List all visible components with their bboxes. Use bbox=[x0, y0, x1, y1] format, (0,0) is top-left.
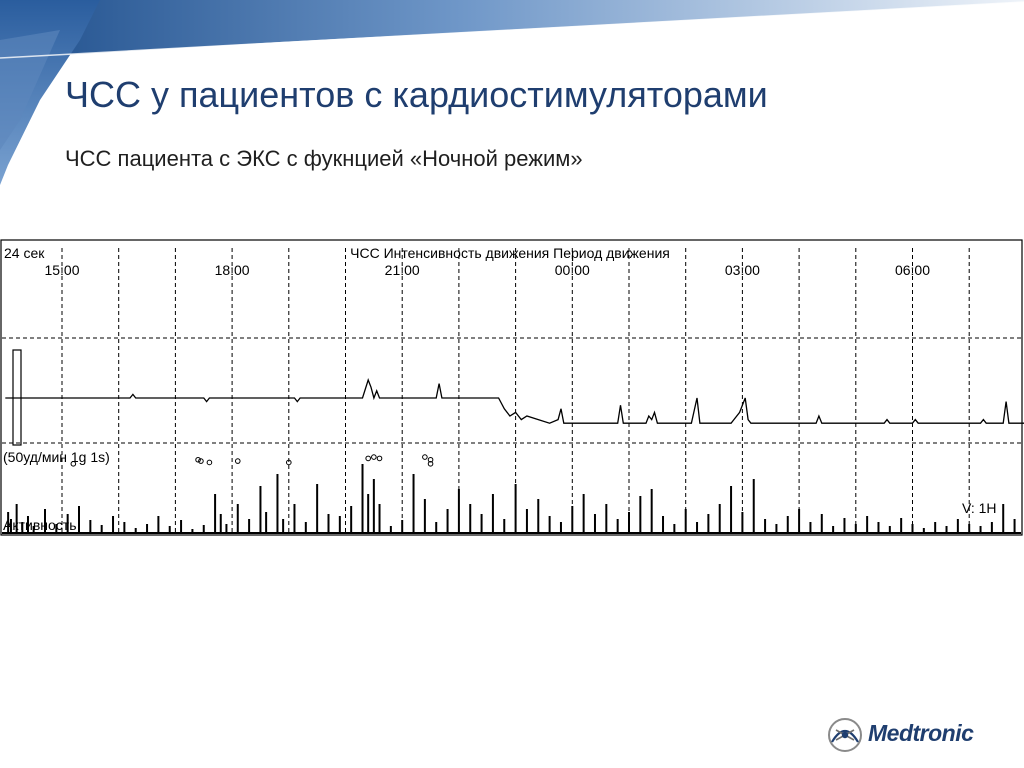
slide-title: ЧСС у пациентов с кардиостимуляторами bbox=[65, 74, 768, 115]
activity-label: Активность bbox=[3, 517, 77, 533]
logo-wordmark: Medtronic bbox=[868, 720, 974, 746]
slide-subtitle: ЧСС пациента с ЭКС с фукнцией «Ночной режим» bbox=[65, 146, 583, 171]
chart-header: ЧСС Интенсивность движения Период движения bbox=[350, 245, 670, 261]
duration-label: 24 сек bbox=[4, 245, 45, 261]
x-tick-label: 18:00 bbox=[214, 262, 250, 278]
scale-label: (50уд/мин 1g 1s) bbox=[3, 449, 110, 465]
chart-frame bbox=[1, 240, 1022, 535]
medtronic-logo bbox=[826, 712, 1006, 758]
x-tick-label: 15:00 bbox=[44, 262, 80, 278]
x-tick-label: 21:00 bbox=[384, 262, 420, 278]
heart-rate-chart bbox=[0, 238, 1024, 538]
medtronic-logo-icon bbox=[826, 716, 864, 754]
x-tick-label: 06:00 bbox=[894, 262, 931, 278]
x-tick-label: 03:00 bbox=[724, 262, 760, 278]
corner-label: V: 1H bbox=[962, 500, 997, 516]
x-tick-label: 00:00 bbox=[554, 262, 590, 278]
